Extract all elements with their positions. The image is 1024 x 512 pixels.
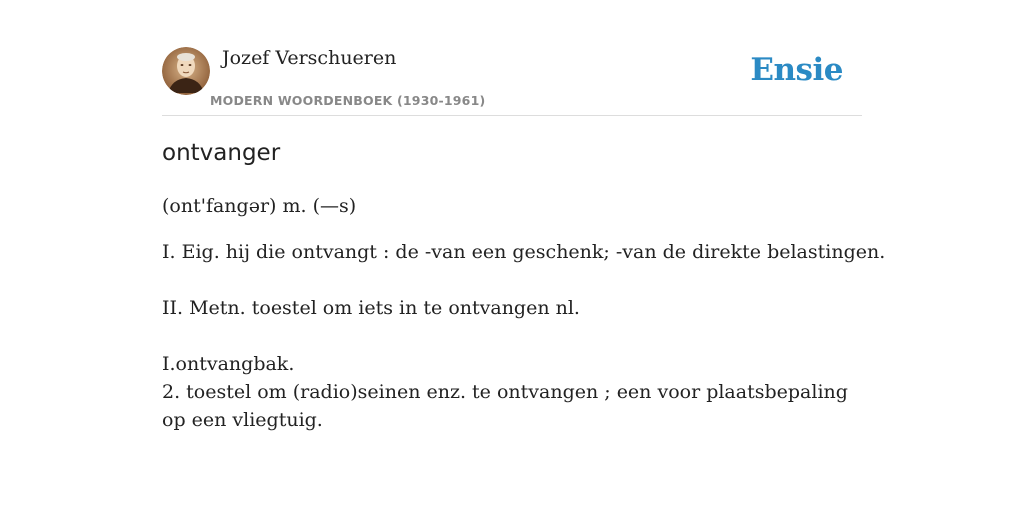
blank-line [162,266,862,294]
author-avatar[interactable] [162,47,210,95]
definition-line: II. Metn. toestel om iets in te ontvangen nl. [162,297,580,319]
author-name[interactable]: Jozef Verschueren [222,47,397,69]
source-title: MODERN WOORDENBOEK (1930-1961) [210,93,486,108]
definition-line: I. Eig. hij die ontvangt : de -van een geschenk; -van de direkte belastingen. [162,241,886,263]
ensie-logo[interactable]: Ensie [750,52,843,88]
blank-line [162,322,862,350]
headword: ontvanger [162,140,281,166]
entry-card [162,46,886,431]
definition-line: I.ontvangbak. [162,353,295,375]
definition-body [162,238,886,434]
entry-header [162,46,862,116]
definition-line: 2. toestel om (radio)seinen enz. te ontvangen ; een voor plaatsbepaling op een vliegtuig. [162,381,848,431]
pronunciation: (ont'fangər) m. (—s) [162,195,357,217]
